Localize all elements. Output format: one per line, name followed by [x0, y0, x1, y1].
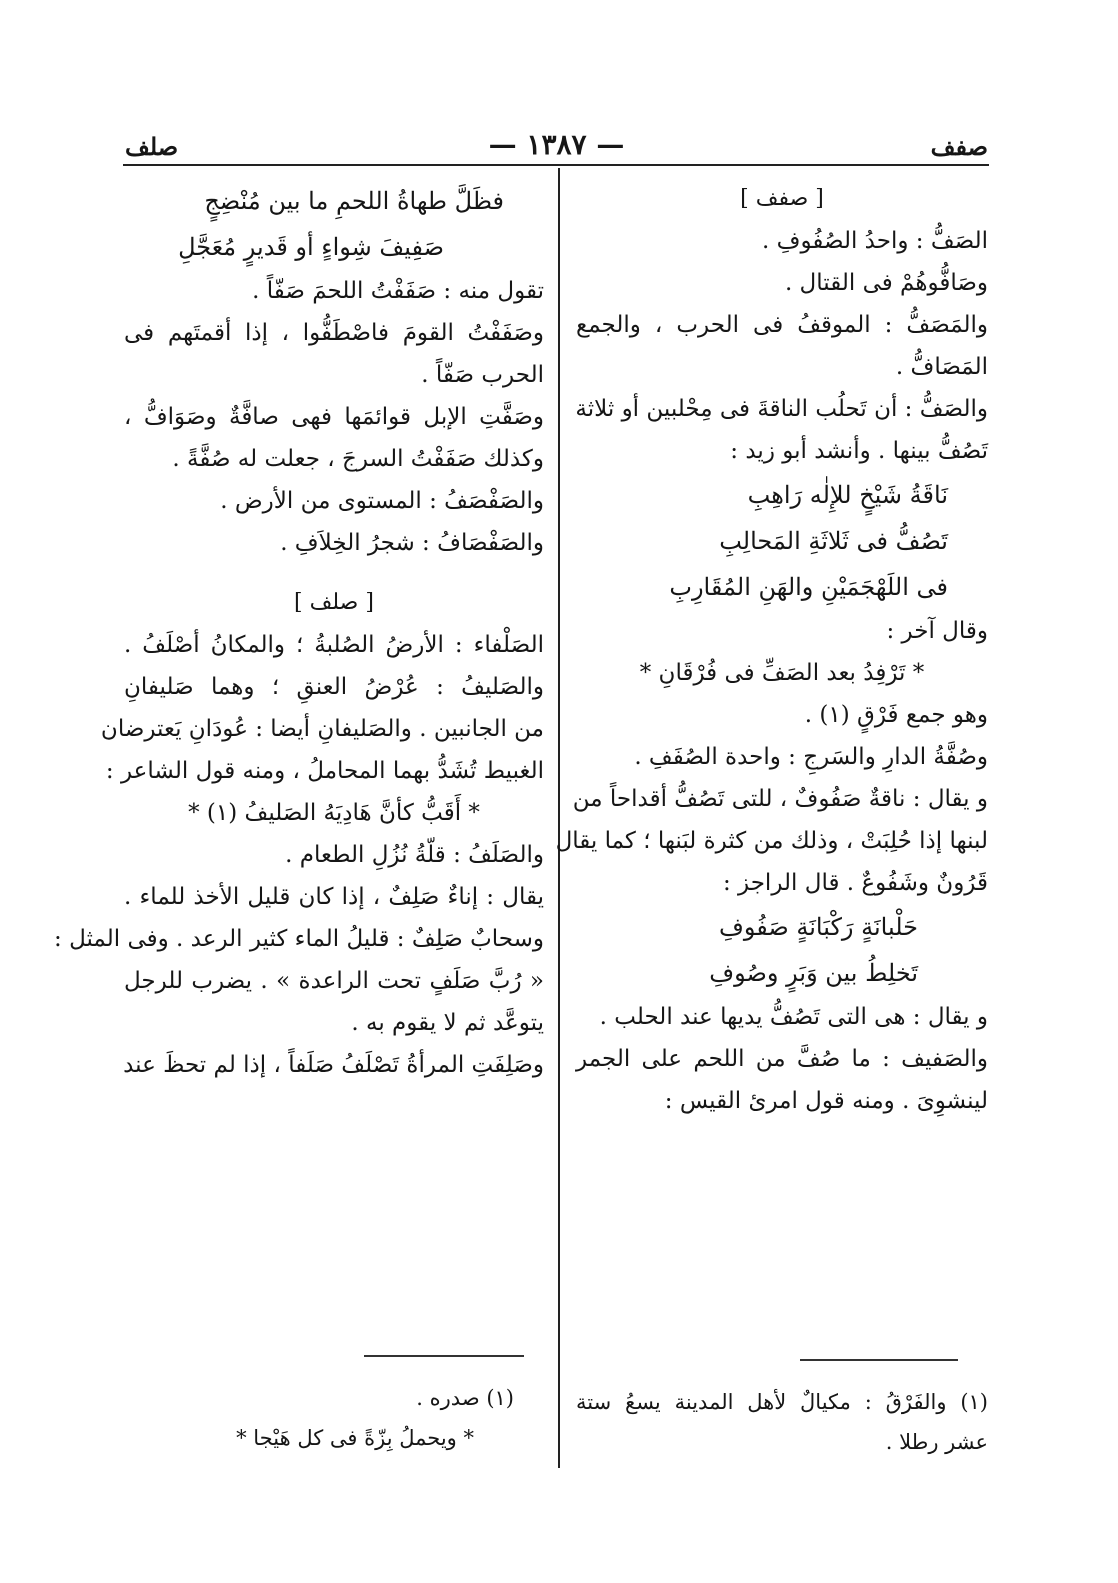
verse-line: صَفِيفَ شِواءٍ أو قَديرٍ مُعَجَّلِ — [178, 233, 444, 261]
verse-line: نَاقَةُ شَيْخٍ للإِلٰه رَاهِبِ — [747, 481, 948, 509]
verse-line: * أَقَبُّ كأنَّ هَادِيَهُ الصَليفُ (١) * — [188, 800, 480, 826]
text-line: يتوعَّد ثم لا يقوم به . — [351, 1010, 544, 1036]
text-line: وصَفَفْتُ القومَ فاصْطَفُّوا ، إذا أقمتَهم فى — [124, 320, 544, 346]
footnote-line: * ويحملُ بِزّةً فى كل هَيْجا * — [236, 1426, 474, 1450]
text-line: الصَلْفاء : الأرضُ الصُلبةُ ؛ والمكانُ أصْلَفُ . — [124, 632, 544, 658]
header-right-word: صفف — [930, 132, 988, 161]
text-line: وصَفَّتِ الإبل قوائمَها فهى صافَّةٌ وصَوَافُّ ، — [124, 404, 544, 430]
text-line: « رُبَّ صَلَفٍ تحت الراعدة » . يضرب للرجل — [124, 968, 544, 994]
text-line: الغبيط تُشَدُّ بهما المحاملُ ، ومنه قول الشاعر : — [105, 758, 544, 784]
text-line: وصَافُّوهُمْ فى القتال . — [784, 270, 988, 296]
text-line: الصَفُّ : واحدُ الصُفُوفِ . — [762, 228, 988, 254]
text-line: يقال : إناءٌ صَلِفٌ ، إذا كان قليل الأخذ للماء . — [124, 884, 544, 910]
footnote-line: (١) صدره . — [416, 1386, 514, 1410]
footnote-left — [124, 1378, 544, 1458]
entry-heading: [ صلف ] — [294, 590, 374, 615]
text-line: المَصَافُّ . — [895, 354, 988, 380]
column-divider — [558, 168, 560, 1468]
verse-line: حَلْبانَةٍ رَكْبَانَةٍ صَفُوفِ — [718, 913, 918, 941]
text-line: تقول منه : صَفَفْتُ اللحمَ صَفّاً . — [252, 278, 544, 304]
text-line: والصَفُّ : أن تَحلُب الناقةَ فى مِحْلبين أو ثلاثة — [575, 396, 988, 422]
text-line: قَرُونٌ وشَفُوعٌ . قال الراجز : — [722, 870, 988, 896]
verse-line: تَخلِطُ بين وَبَرٍ وصُوفِ — [709, 959, 918, 987]
header-left-word: صلف — [125, 132, 179, 161]
text-line: وصُفَّةُ الدارِ والسَرجِ : واحدة الصُفَفِ . — [634, 744, 988, 770]
verse-line: فظَلَّ طهاةُ اللحمِ ما بين مُنْضِجٍ — [204, 187, 504, 215]
footnote-line: عشر رطلا . — [885, 1430, 988, 1454]
text-line: والصَفْصَافُ : شجرُ الخِلاَفِ . — [280, 530, 544, 556]
text-line: والصَلَفُ : قلّةُ نُزُلِ الطعام . — [285, 842, 544, 868]
page-header — [125, 128, 988, 162]
text-line: و يقال : هى التى تَصُفُّ يديها عند الحلب . — [599, 1004, 988, 1030]
footnote-rule-right — [800, 1359, 958, 1361]
footnote-right — [576, 1382, 988, 1462]
text-line: وقال آخر : — [886, 618, 988, 644]
text-line: وكذلك صَفَفْتُ السرجَ ، جعلت له صُفَّةً . — [172, 446, 544, 472]
text-line: لينشوِىَ . ومنه قول امرئ القيس : — [664, 1088, 988, 1114]
verse-line: تَصُفُّ فى ثَلاثَةِ المَحالِبِ — [719, 527, 948, 555]
footnote-line: (١) والفَرْقُ : مكيالٌ لأهل المدينة يسعُ ستة — [576, 1390, 988, 1414]
left-column — [54, 178, 544, 1086]
footnote-rule-left — [364, 1355, 524, 1357]
entry-heading: [ صفف ] — [740, 186, 824, 211]
header-rule — [123, 164, 989, 166]
text-line: تَصُفُّ بينها . وأنشد أبو زيد : — [730, 438, 988, 464]
text-line: لبنها إذا حُلِبَتْ ، وذلك من كثرة لبَنها ؛ كما يقال — [555, 828, 988, 854]
verse-line: فى اللَهْجَمَيْنِ والهَنِ المُقَارِبِ — [669, 573, 948, 601]
text-line: وصَلِفَتِ المرأةُ تَصْلَفُ صَلَفاً ، إذا لم تحظَ عند — [123, 1052, 544, 1078]
right-column — [555, 178, 988, 1122]
text-line: والصَليفُ : عُرْضُ العنقِ ؛ وهما صَليفانِ — [124, 674, 544, 700]
text-line: والصَفْصَفُ : المستوى من الأرض . — [220, 488, 544, 514]
verse-line: * تَرْفِدُ بعد الصَفِّ فى فُرْقَانِ * — [639, 660, 925, 686]
text-line: وسحابٌ صَلِفٌ : قليلُ الماء كثير الرعد . وفى المثل : — [54, 926, 544, 952]
text-line: الحرب صَفّاً . — [421, 362, 544, 388]
text-line: والمَصَفُّ : الموقفُ فى الحرب ، والجمع — [576, 312, 988, 338]
text-line: من الجانبين . والصَليفانِ أيضا : عُودَانِ يَعترضان — [100, 716, 544, 742]
text-line: و يقال : ناقةٌ صَفُوفٌ ، للتى تَصُفُّ أقداحاً من — [572, 786, 988, 812]
text-line: والصَفيف : ما صُفَّ من اللحم على الجمر — [576, 1046, 988, 1072]
text-line: وهو جمع فَرْقٍ (١) . — [804, 702, 988, 728]
page-number: — ١٣٨٧ — — [488, 128, 625, 161]
